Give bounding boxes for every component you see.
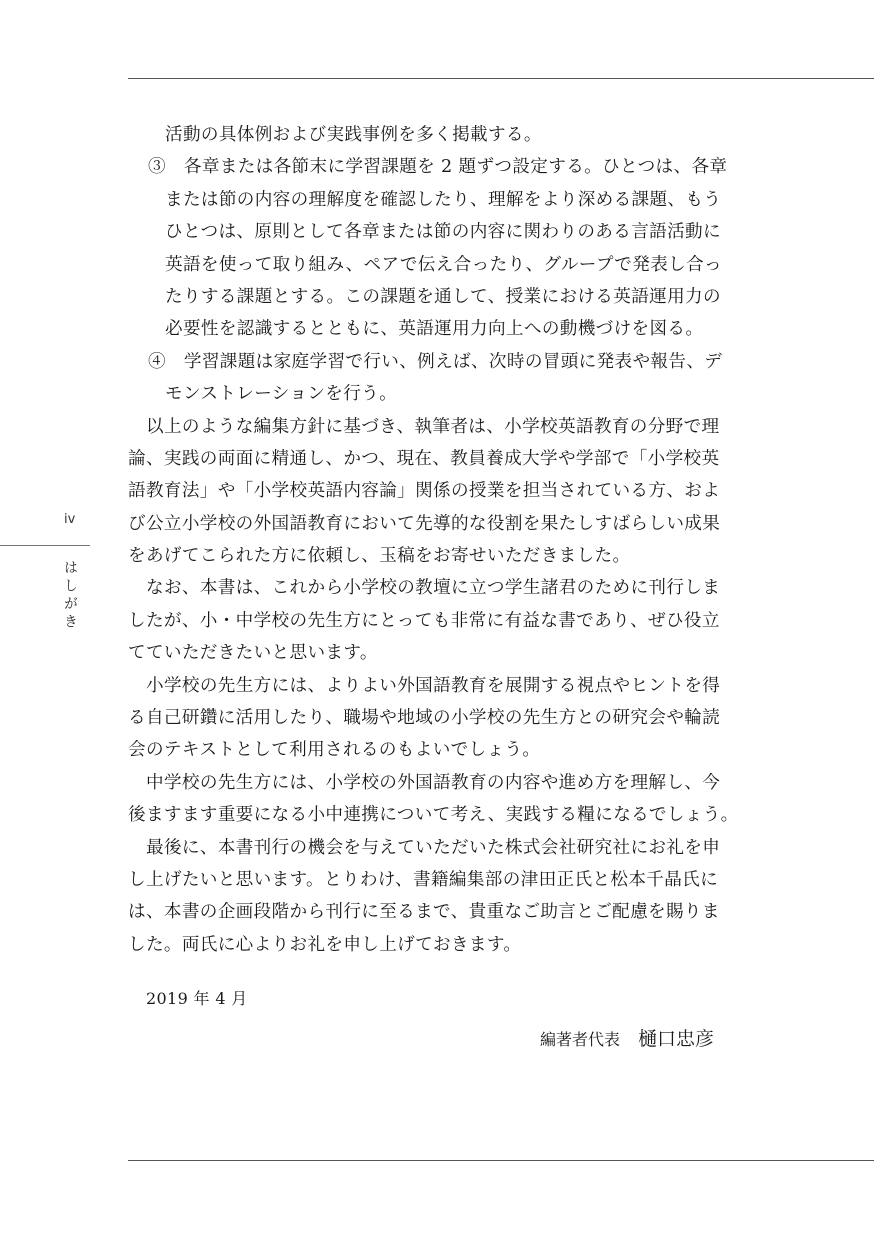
list-item-4: ④ 学習課題は家庭学習で行い、例えば、次時の冒頭に発表や報告、デ bbox=[148, 351, 723, 372]
text-line: 語教育法」や「小学校英語内容論」関係の授業を担当されている方、およ bbox=[128, 481, 721, 502]
text-line: 活動の具体例および実践事例を多く掲載する。 bbox=[165, 125, 542, 145]
text-line: をあげてこられた方に依頼し、玉稿をお寄せいただきました。 bbox=[128, 546, 631, 567]
text-line: 論、実践の両面に精通し、かつ、現在、教員養成大学や学部で「小学校英 bbox=[128, 448, 720, 469]
paragraph-start: 以上のような編集方針に基づき、執筆者は、小学校英語教育の分野で理 bbox=[146, 416, 720, 437]
text-line: 後ますます重要になる小中連携について考え、実践する糧になるでしょう。 bbox=[128, 805, 739, 826]
header-rule bbox=[128, 78, 874, 79]
list-item-3: ③ 各章または各節末に学習課題を 2 題ずつ設定する。ひとつは、各章 bbox=[148, 157, 728, 178]
margin-rule bbox=[0, 545, 90, 546]
text-line: てていただきたいと思います。 bbox=[128, 643, 378, 664]
running-head: はしがき bbox=[62, 560, 78, 632]
text-line: し上げたいと思います。とりわけ、書籍編集部の津田正氏と松本千晶氏に bbox=[128, 869, 719, 890]
paragraph-start: なお、本書は、これから小学校の教壇に立つ学生諸君のために刊行しま bbox=[146, 578, 721, 599]
signer-name: 樋口忠彦 bbox=[638, 1028, 715, 1050]
text-line: した。両氏に心よりお礼を申し上げておきます。 bbox=[128, 934, 522, 955]
preface-body bbox=[128, 119, 748, 1015]
text-line: たりする課題とする。この課題を通して、授業における英語運用力の bbox=[165, 286, 721, 307]
paragraph-start: 中学校の先生方には、小学校の外国語教育の内容や進め方を理解し、今 bbox=[146, 772, 721, 793]
text-line: 必要性を認識するとともに、英語運用力向上への動機づけを図る。 bbox=[165, 319, 704, 340]
text-line: したが、小・中学校の先生方にとっても非常に有益な書であり、ぜひ役立 bbox=[128, 610, 720, 631]
text-line: ひとつは、原則として各章または節の内容に関わりのある言語活動に bbox=[165, 222, 721, 243]
spacer bbox=[128, 961, 748, 983]
page-number: iv bbox=[64, 512, 76, 527]
text-line: び公立小学校の外国語教育において先導的な役割を果たしすばらしい成果 bbox=[128, 513, 721, 534]
signature bbox=[540, 1024, 714, 1051]
text-line: 英語を使って取り組み、ペアで伝え合ったり、グループで発表し合っ bbox=[165, 254, 722, 275]
text-line: または節の内容の理解度を確認したり、理解をより深める課題、もう bbox=[165, 189, 722, 210]
text-line: る自己研鑽に活用したり、職場や地域の小学校の先生方との研究会や輪読 bbox=[128, 708, 721, 729]
text-line: 会のテキストとして利用されるのもよいでしょう。 bbox=[128, 740, 541, 761]
date: 2019 年 4 月 bbox=[146, 989, 248, 1009]
paragraph-start: 小学校の先生方には、よりよい外国語教育を展開する視点やヒントを得 bbox=[146, 675, 721, 696]
paragraph-start: 最後に、本書刊行の機会を与えていただいた株式会社研究社にお礼を申 bbox=[146, 837, 721, 858]
text-line: は、本書の企画段階から刊行に至るまで、貴重なご助言とご配慮を賜りま bbox=[128, 902, 720, 923]
text-line: モンストレーションを行う。 bbox=[165, 384, 398, 405]
signer-role: 編著者代表 bbox=[540, 1030, 621, 1049]
footer-rule bbox=[128, 1160, 874, 1161]
